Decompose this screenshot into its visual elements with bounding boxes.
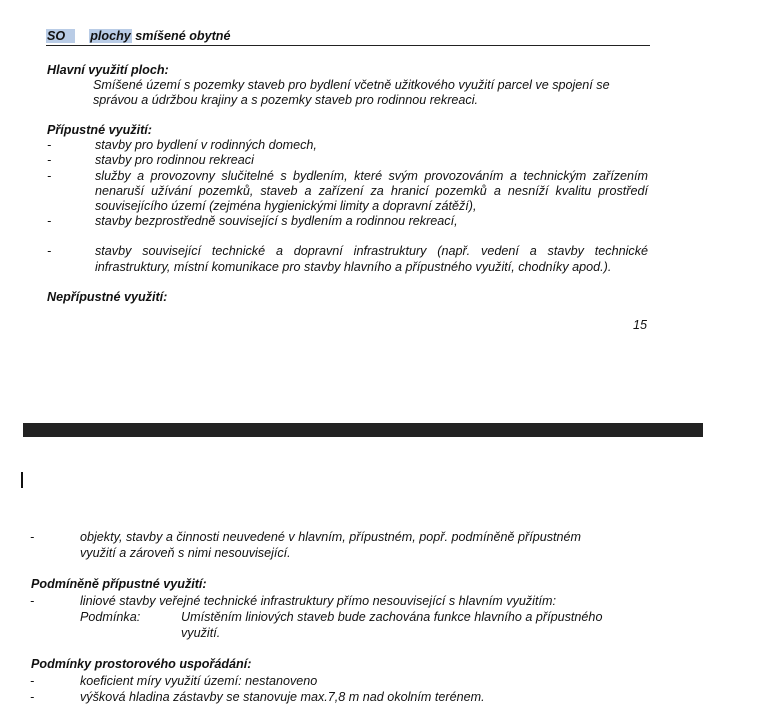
main-use-heading: Hlavní využití ploch:: [47, 63, 169, 77]
not-permitted-heading: Nepřípustné využití:: [47, 290, 168, 304]
list-item: souvisejícího území (zejména hygienickými limity a dopravní zátěží),: [95, 199, 477, 213]
list-dash: -: [47, 169, 52, 183]
list-item: výšková hladina zástavby se stanovuje max.7,8 m nad okolním terénem.: [80, 690, 485, 704]
list-dash: -: [30, 690, 35, 704]
list-item: stavby bezprostředně související s bydlením a rodinnou rekreací,: [95, 214, 458, 228]
list-dash: -: [47, 138, 52, 152]
text-cursor: [21, 472, 23, 488]
conditional-heading: Podmíněně přípustné využití:: [31, 577, 207, 591]
list-item: stavby související technické a dopravní infrastruktury (např. vedení a stavby technické: [95, 244, 648, 258]
condition-text: Umístěním liniových staveb bude zachována funkce hlavního a přípustného: [181, 610, 603, 624]
list-item: stavby pro rodinnou rekreaci: [95, 153, 254, 167]
list-item: liniové stavby veřejné technické infrastruktury přímo nesouvisející s hlavním využitím:: [80, 594, 556, 608]
list-dash: -: [47, 214, 52, 228]
list-item: infrastruktury, místní komunikace pro stavby hlavního a přípustného využití, chodníky apod.).: [95, 260, 612, 274]
condition-text: využití.: [181, 626, 221, 640]
header-rule: [46, 45, 650, 46]
zone-header: [46, 29, 230, 44]
zone-title-highlight: plochy: [90, 29, 131, 43]
main-use-line: správou a údržbou krajiny a s pozemky staveb pro rodinnou rekreaci.: [93, 93, 479, 107]
list-item: využití a zároveň s nimi nesouvisející.: [80, 546, 291, 560]
list-dash: -: [30, 530, 35, 544]
permitted-heading: Přípustné využití:: [47, 123, 152, 137]
page-number: 15: [633, 318, 648, 332]
zone-code: SO: [46, 29, 75, 43]
list-item: koeficient míry využití území: nestanoveno: [80, 674, 318, 688]
list-dash: -: [30, 594, 35, 608]
list-dash: -: [47, 153, 52, 167]
list-item: stavby pro bydlení v rodinných domech,: [95, 138, 317, 152]
list-item: nenaruší užívání pozemků, staveb a zařízení za hranicí pozemků a nesníží kvalitu prostředí: [95, 184, 648, 198]
condition-label: Podmínka:: [80, 610, 141, 624]
spatial-heading: Podmínky prostorového uspořádání:: [31, 657, 252, 671]
list-item: objekty, stavby a činnosti neuvedené v hlavním, přípustném, popř. podmíněně přípustném: [80, 530, 582, 544]
zone-title-rest: smíšené obytné: [131, 29, 231, 43]
list-dash: -: [30, 674, 35, 688]
page-break-bar: [23, 423, 703, 437]
main-use-line: Smíšené území s pozemky staveb pro bydlení včetně užitkového využití parcel ve spojení se: [93, 78, 610, 92]
list-item: služby a provozovny slučitelné s bydlením, které svým provozováním a technickým zařízením: [95, 169, 648, 183]
list-dash: -: [47, 244, 52, 258]
